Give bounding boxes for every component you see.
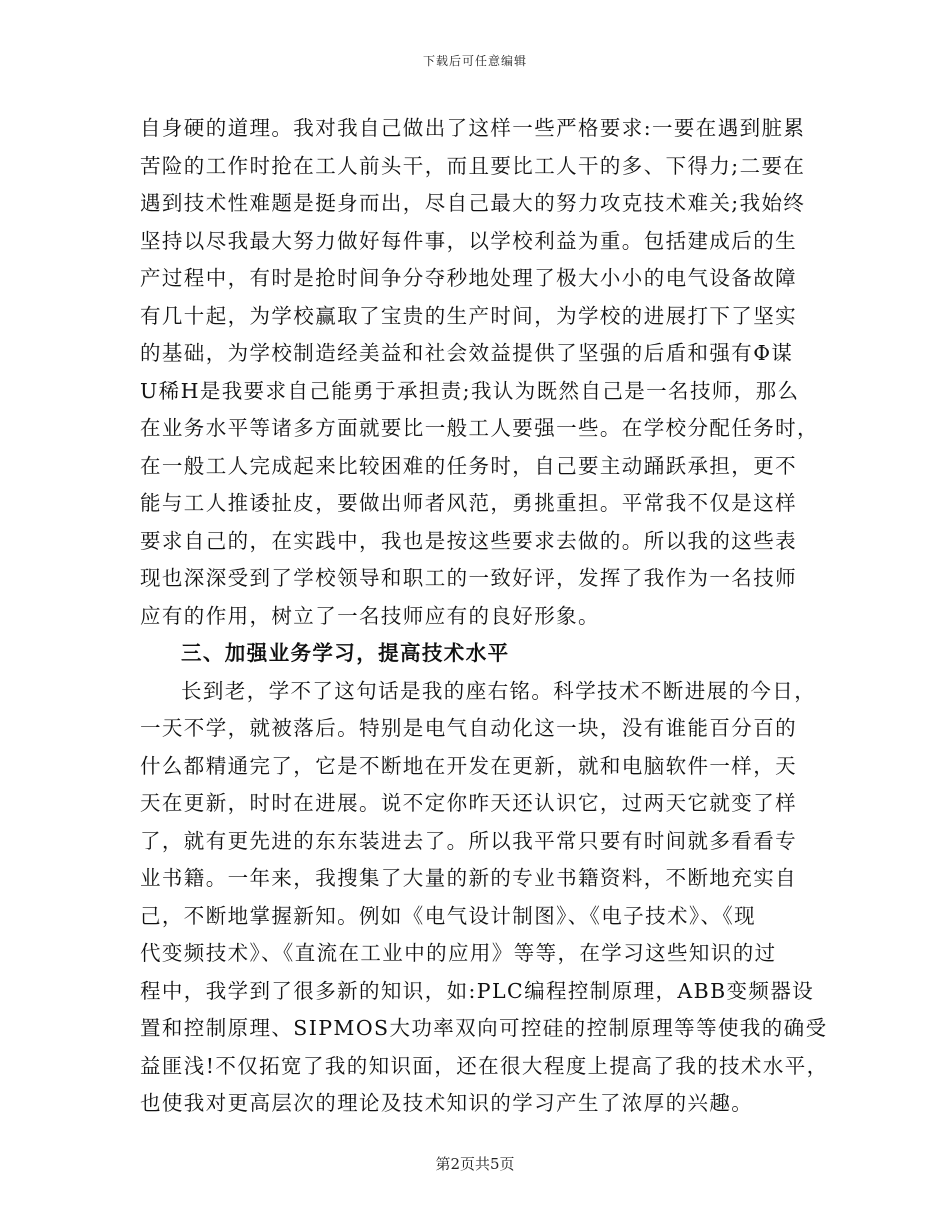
body-line: 程中，我学到了很多新的知识，如:PLC编程控制原理，ABB变频器设 [140,978,815,1003]
body-line: 长到老，学不了这句话是我的座右铭。科学技术不断进展的今日， [181,678,817,703]
body-line: 了，就有更先进的东东装进去了。所以我平常只要有时间就多看看专 [140,828,797,853]
body-line: U稀H是我要求自己能勇于承担责;我认为既然自己是一名技师，那么 [140,378,800,403]
body-line: 产过程中，有时是抢时间争分夺秒地处理了极大小小的电气设备故障 [140,266,797,290]
body-line: 有几十起，为学校赢取了宝贵的生产时间，为学校的进展打下了坚实 [140,303,797,328]
body-line: 苦险的工作时抢在工人前头干，而且要比工人干的多、下得力;二要在 [140,153,806,178]
body-line: 益匪浅!不仅拓宽了我的知识面，还在很大程度上提高了我的技术水平， [140,1053,829,1078]
body-line: 自身硬的道理。我对我自己做出了这样一些严格要求:一要在遇到脏累 [140,116,806,140]
body-line: 在一般工人完成起来比较困难的任务时，自己要主动踊跃承担，更不 [140,453,797,478]
section-heading: 三、加强业务学习，提高技术水平 [181,641,510,665]
body-line: 什么都精通完了，它是不断地在开发在更新，就和电脑软件一样，天 [140,753,797,778]
body-line: 业书籍。一年来，我搜集了大量的新的专业书籍资料，不断地充实自 [140,866,797,890]
body-line: 遇到技术性难题是挺身而出，尽自己最大的努力攻克技术难关;我始终 [140,191,806,215]
body-line: 现也深深受到了学校领导和职工的一致好评，发挥了我作为一名技师 [140,566,797,590]
body-line: 坚持以尽我最大努力做好每件事，以学校利益为重。包括建成后的生 [140,228,797,253]
page-number: 第2页共5页 [435,1155,515,1173]
body-line: 天在更新，时时在进展。说不定你昨天还认识它，过两天它就变了样 [140,791,797,815]
body-line: 的基础，为学校制造经美益和社会效益提供了坚强的后盾和强有Φ谋 [140,341,794,365]
body-line: 代变频技术》、《直流在工业中的应用》等等，在学习这些知识的过 [140,941,777,965]
body-line: 也使我对更高层次的理论及技术知识的学习产生了浓厚的兴趣。 [140,1091,754,1115]
body-line: 己，不断地掌握新知。例如《电气设计制图》、《电子技术》、《现 [140,903,756,928]
body-line: 一天不学，就被落后。特别是电气自动化这一块，没有谁能百分百的 [140,716,797,740]
page-header: 下载后可任意编辑 [422,54,527,68]
body-line: 能与工人推诿扯皮，要做出师者风范，勇挑重担。平常我不仅是这样 [140,491,797,515]
body-line: 置和控制原理、SIPMOS大功率双向可控硅的控制原理等等使我的确受 [140,1016,828,1040]
body-line: 在业务水平等诸多方面就要比一般工人要强一些。在学校分配任务时， [140,416,819,440]
body-line: 要求自己的，在实践中，我也是按这些要求去做的。所以我的这些表 [140,528,797,553]
document-body [140,110,829,1123]
body-line: 应有的作用，树立了一名技师应有的良好形象。 [140,603,600,628]
